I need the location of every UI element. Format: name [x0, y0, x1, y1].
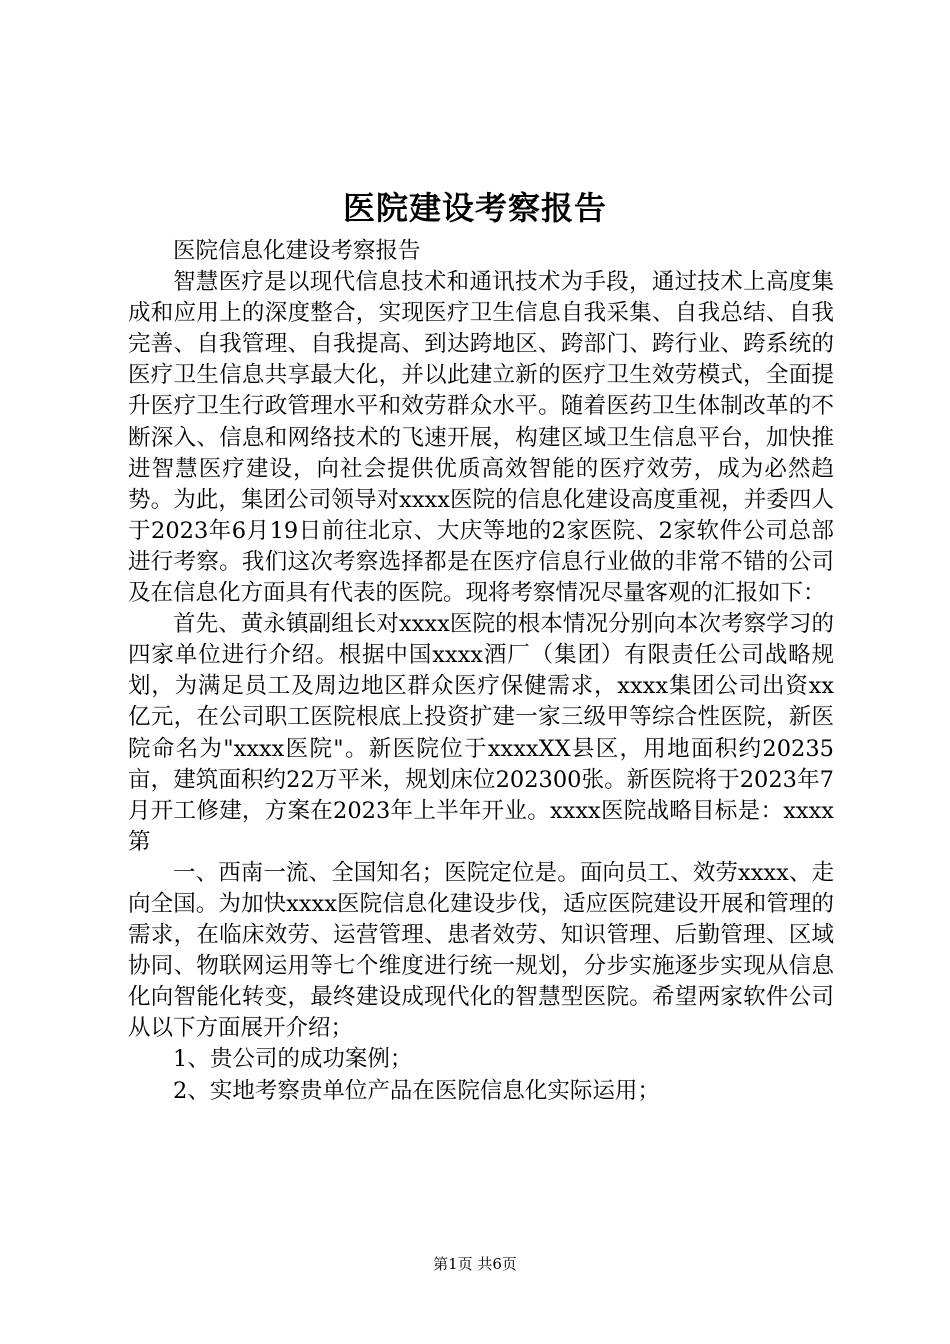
- page-footer: 第1页 共6页: [433, 1255, 517, 1273]
- list-item: 2、实地考察贵单位产品在医院信息化实际运用；: [173, 1077, 660, 1104]
- paragraph: 首先、黄永镇副组长对xxxx医院的根本情况分别向本次考察学习的四家单位进行介绍。根据中国xxxx酒厂（集团）有限责任公司战略规划，为满足员工及周边地区群众医疗保健需求，xxxx集团公司出资xx亿元，在公司职工医院根底上投资扩建一家三级甲等综合性医院，新医院命名为"xxxx医院"。新医院位于xxxxXX县区，用地面积约20235亩，建筑面积约22万平米，规划床位202300张。新医院将于2023年7月开工修建，方案在2023年上半年开业。xxxx医院战略目标是：xxxx第: [128, 611, 834, 855]
- document-body: [128, 236, 834, 1107]
- paragraph: 一、西南一流、全国知名；医院定位是。面向员工、效劳xxxx、走向全国。为加快xxxx医院信息化建设步伐，适应医院建设开展和管理的需求，在临床效劳、运营管理、患者效劳、知识管理、后勤管理、区域协同、物联网运用等七个维度进行统一规划，分步实施逐步实现从信息化向智能化转变，最终建设成现代化的智慧型医院。希望两家软件公司从以下方面展开介绍；: [128, 859, 834, 1042]
- list-item: 1、贵公司的成功案例；: [173, 1046, 413, 1073]
- document-title: 医院建设考察报告: [342, 189, 607, 227]
- paragraph: 智慧医疗是以现代信息技术和通讯技术为手段，通过技术上高度集成和应用上的深度整合，实现医疗卫生信息自我采集、自我总结、自我完善、自我管理、自我提高、到达跨地区、跨部门、跨行业、跨系统的医疗卫生信息共享最大化，并以此建立新的医疗卫生效劳模式，全面提升医疗卫生行政管理水平和效劳群众水平。随着医药卫生体制改革的不断深入、信息和网络技术的飞速开展，构建区域卫生信息平台，加快推进智慧医疗建设，向社会提供优质高效智能的医疗效劳，成为必然趋势。为此，集团公司领导对xxxx医院的信息化建设高度重视，并委四人于2023年6月19日前往北京、大庆等地的2家医院、2家软件公司总部进行考察。我们这次考察选择都是在医疗信息行业做的非常不错的公司及在信息化方面具有代表的医院。现将考察情况尽量客观的汇报如下：: [128, 269, 834, 607]
- paragraph-subtitle: 医院信息化建设考察报告: [173, 238, 421, 264]
